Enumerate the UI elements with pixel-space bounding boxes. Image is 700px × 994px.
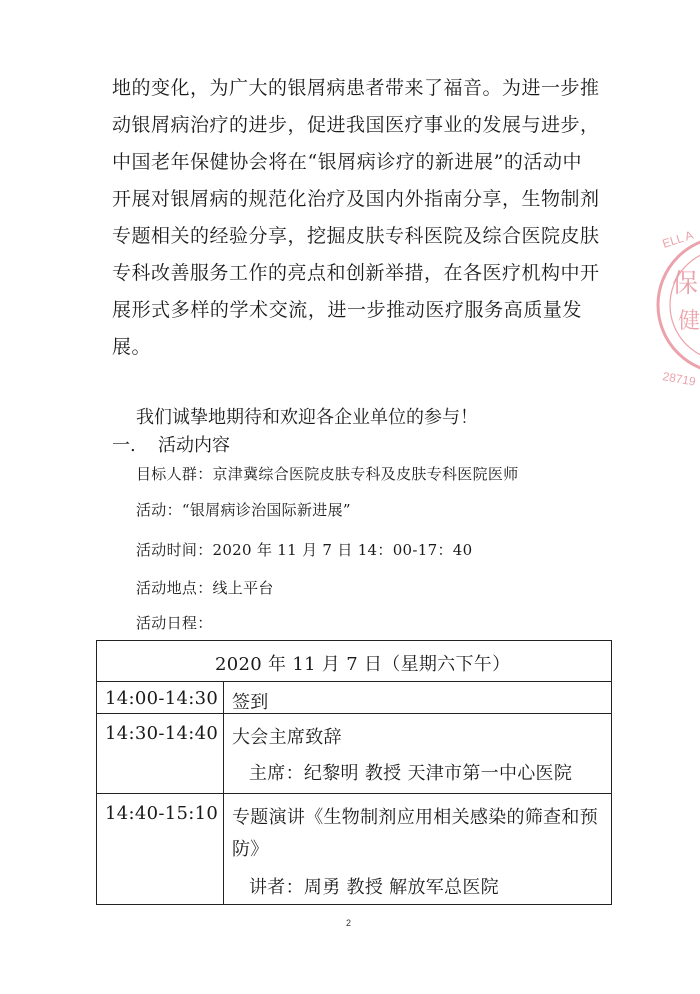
- paragraph-line: 中国老年保健协会将在“银屑病诊疗的新进展”的活动中: [112, 151, 582, 173]
- table-divider: [97, 713, 611, 714]
- invitation-text: 我们诚挚地期待和欢迎各企业单位的参与！: [136, 407, 478, 428]
- svg-text:28719: 28719: [661, 369, 697, 389]
- paragraph-line: 动银屑病治疗的进步，促进我国医疗事业的发展与进步，: [112, 114, 600, 136]
- activity-location: 活动地点：线上平台: [136, 579, 274, 597]
- section-number: 一.: [112, 435, 136, 456]
- svg-text:ELL A: ELL A: [660, 227, 695, 251]
- row-time: 14:00-14:30: [105, 688, 219, 709]
- row-content: 主席：纪黎明 教授 天津市第一中心医院: [249, 763, 573, 784]
- schedule-table: [96, 640, 612, 905]
- row-content: 防》: [232, 839, 269, 860]
- svg-text:保: 保: [672, 269, 699, 299]
- paragraph-line: 专题相关的经验分享，挖掘皮肤专科医院及综合医院皮肤: [112, 225, 600, 247]
- svg-text:健: 健: [678, 309, 700, 334]
- table-divider: [97, 681, 611, 682]
- row-time: 14:40-15:10: [105, 803, 219, 824]
- page-number: 2: [346, 918, 352, 928]
- row-time: 14:30-14:40: [105, 723, 219, 744]
- paragraph-line: 展。: [112, 336, 152, 358]
- section-title: 活动内容: [158, 435, 230, 456]
- row-content: 签到: [232, 692, 269, 713]
- row-content: 讲者：周勇 教授 解放军总医院: [249, 877, 499, 898]
- table-header: 2020 年 11 月 7 日（星期六下午）: [215, 654, 511, 675]
- activity-time: 活动时间：2020 年 11 月 7 日 14：00-17：40: [136, 541, 473, 559]
- table-column-divider: [223, 682, 224, 904]
- row-content: 大会主席致辞: [232, 727, 342, 748]
- table-divider: [97, 793, 611, 794]
- paragraph-line: 展形式多样的学术交流，进一步推动医疗服务高质量发: [112, 299, 582, 321]
- paragraph-line: 开展对银屑病的规范化治疗及国内外指南分享，生物制剂: [112, 188, 600, 210]
- paragraph-line: 地的变化，为广大的银屑病患者带来了福音。为进一步推: [112, 77, 600, 99]
- seal-stamp: [656, 220, 700, 390]
- target-audience: 目标人群：京津冀综合医院皮肤专科及皮肤专科医院医师: [136, 465, 519, 483]
- activity-name: 活动：“银屑病诊治国际新进展”: [136, 501, 351, 519]
- row-content: 专题演讲《生物制剂应用相关感染的筛查和预: [232, 807, 598, 828]
- paragraph-line: 专科改善服务工作的亮点和创新举措，在各医疗机构中开: [112, 262, 600, 284]
- schedule-label: 活动日程：: [136, 614, 213, 632]
